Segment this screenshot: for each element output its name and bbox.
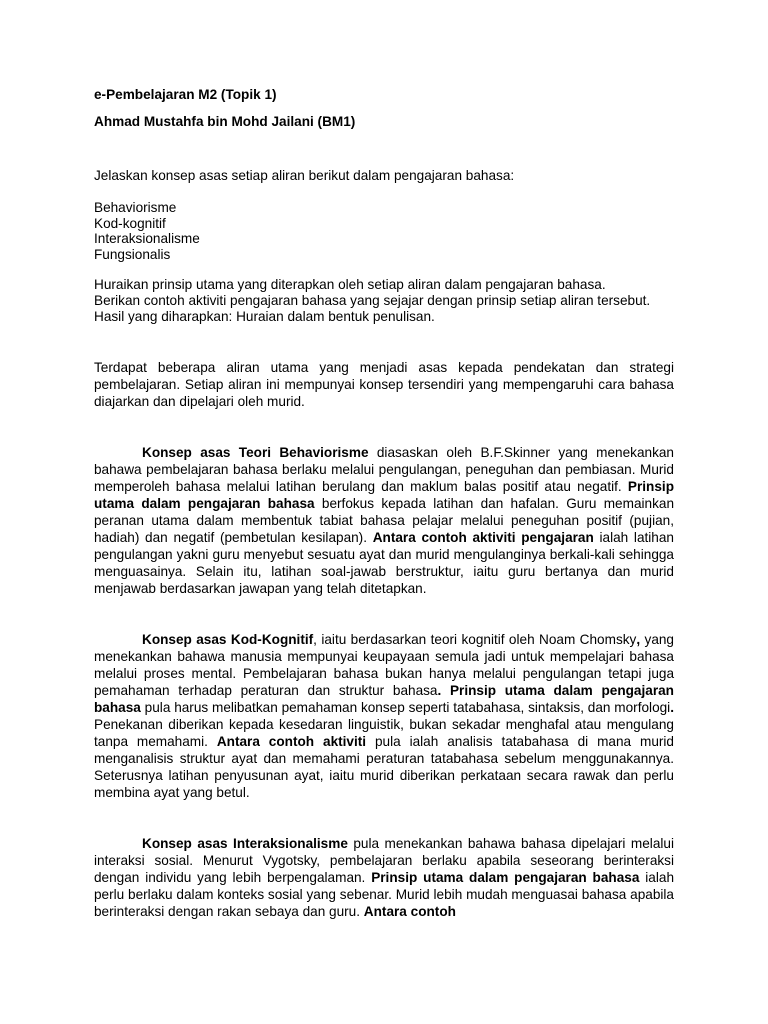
body-text: ialah perlu berlaku dalam konteks sosial yang sebenar. Murid lebih mudah menguasai bahasa apabila berinteraksi dengan rakan sebaya dan guru. xyxy=(94,870,675,919)
paragraph-kod-kognitif xyxy=(94,631,674,801)
instruction-line: Hasil yang diharapkan: Huraian dalam bentuk penulisan. xyxy=(94,309,435,324)
paragraph-interaksionalisme xyxy=(94,835,674,920)
bold-phrase: Antara contoh aktiviti pengajaran xyxy=(372,530,594,545)
paragraph-behaviorisme xyxy=(94,444,674,597)
body-text: , iaitu berdasarkan teori kognitif oleh Noam Chomsky xyxy=(313,632,637,647)
bold-punct: . xyxy=(670,700,674,715)
body-text: diasaskan oleh B.F.Skinner yang menekankan bahawa pembelajaran bahasa berlaku melalui pengulangan, peneguhan dan pembiasan. Murid memperoleh bahasa melalui latihan berulang dan maklum balas positif atau negatif. xyxy=(94,445,674,494)
document-title: e-Pembelajaran M2 (Topik 1) xyxy=(94,87,277,102)
body-text: berfokus kepada latihan dan hafalan. Guru memainkan peranan utama dalam membentuk tabiat bahasa pelajar melalui peneguhan positif (pujian, hadiah) dan negatif (pembetulan kesilapan). xyxy=(94,496,674,545)
author-line: Ahmad Mustahfa bin Mohd Jailani (BM1) xyxy=(94,114,356,129)
bold-punct: . xyxy=(437,683,442,698)
school-list xyxy=(94,200,674,262)
bold-phrase: Prinsip utama dalam pengajaran bahasa xyxy=(94,479,674,511)
list-item: Fungsionalis xyxy=(94,246,171,262)
question-text: Jelaskan konsep asas setiap aliran berikut dalam pengajaran bahasa: xyxy=(94,168,515,183)
body-text: pula harus melibatkan pemahaman konsep seperti tatabahasa, sintaksis, dan morfologi xyxy=(140,700,671,715)
body-text: yang menekankan bahawa manusia mempunyai keupayaan semula jadi untuk mempelajari bahasa melalui proses mental. Pembelajaran bahasa bukan hanya melalui pengulangan tetapi juga pemahaman terhadap peraturan dan struktur bahasa xyxy=(94,632,674,698)
instruction-line: Huraikan prinsip utama yang diterapkan oleh setiap aliran dalam pengajaran bahasa. xyxy=(94,277,606,292)
list-item: Interaksionalisme xyxy=(94,231,200,246)
bold-phrase: Prinsip utama dalam pengajaran bahasa xyxy=(371,870,640,885)
bold-phrase: Konsep asas Teori Behaviorisme xyxy=(142,445,369,460)
bold-phrase: Antara contoh xyxy=(363,904,456,919)
intro-paragraph: Terdapat beberapa aliran utama yang menjadi asas kepada pendekatan dan strategi pembelajaran. Setiap aliran ini mempunyai konsep tersendiri yang mempengaruhi cara bahasa diajarkan dan dipelajari oleh murid. xyxy=(94,360,674,409)
bold-phrase: Konsep asas Interaksionalisme xyxy=(142,836,348,851)
body-text: pula menekankan bahawa bahasa dipelajari melalui interaksi sosial. Menurut Vygotsky, pembelajaran berlaku apabila seseorang berinteraksi dengan individu yang lebih berpengalaman. xyxy=(94,836,674,885)
body-text: ialah latihan pengulangan yakni guru menyebut sesuatu ayat dan murid mengulanginya berkali-kali sehingga menguasainya. Selain itu, latihan soal-jawab berstruktur, iaitu guru bertanya dan murid menjawab berdasarkan jawapan yang telah ditetapkan. xyxy=(94,530,674,596)
list-item: Behaviorisme xyxy=(94,200,177,215)
body-text: pula ialah analisis tatabahasa di mana murid menganalisis struktur ayat dan memahami peraturan tatabahasa sebelum menggunakannya. Seterusnya latihan penyusunan ayat, iaitu murid diberikan perkataan secara rawak dan perlu membina ayat yang betul. xyxy=(94,734,674,800)
body-text: Penekanan diberikan kepada kesedaran linguistik, bukan sekadar menghafal atau mengulang tanpa memahami. xyxy=(94,717,674,749)
bold-phrase: Konsep asas Kod-Kognitif xyxy=(142,632,314,647)
instructions xyxy=(94,277,674,325)
bold-punct: , xyxy=(636,632,641,647)
instruction-line: Berikan contoh aktiviti pengajaran bahasa yang sejajar dengan prinsip setiap aliran tersebut. xyxy=(94,293,651,308)
bold-phrase: Antara contoh aktiviti xyxy=(216,734,367,749)
bold-phrase: Prinsip utama dalam pengajaran bahasa xyxy=(94,683,674,715)
list-item: Kod-kognitif xyxy=(94,215,166,231)
